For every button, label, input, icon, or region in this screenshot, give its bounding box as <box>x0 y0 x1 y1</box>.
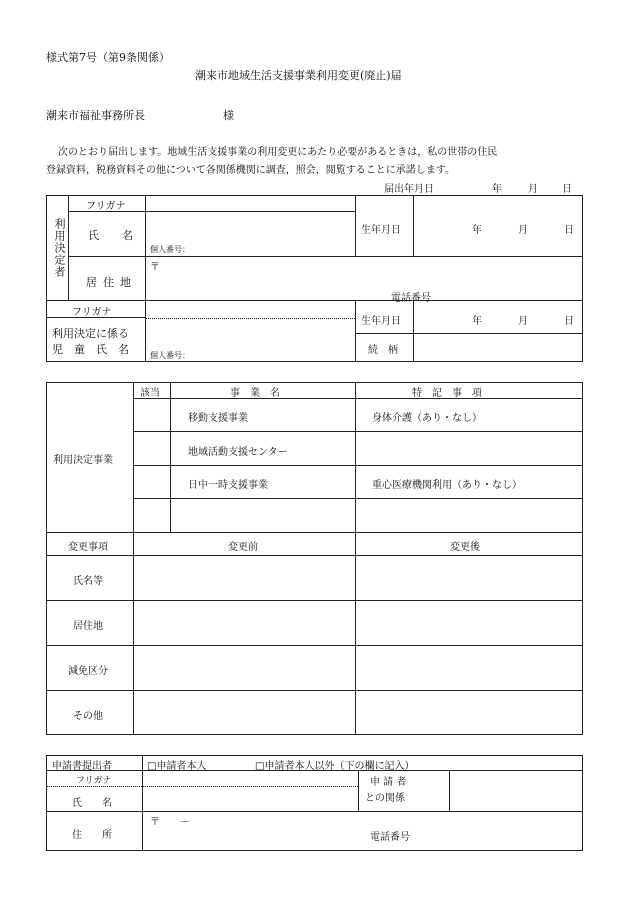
change-item: 減免区分 <box>68 666 108 677</box>
child-birth-month: 月 <box>518 316 528 327</box>
change-item: 氏名等 <box>73 576 103 587</box>
col-service-name: 事 業 名 <box>230 388 280 399</box>
service-table <box>46 382 583 735</box>
furigana-label: フリガナ <box>86 201 126 212</box>
service-name: 移動支援事業 <box>188 413 248 424</box>
col-notes: 特 記 事 項 <box>412 388 482 399</box>
child-birth-year: 年 <box>472 316 482 327</box>
service-name: 地域活動支援センター <box>188 447 288 458</box>
birth-year: 年 <box>472 225 482 236</box>
submitter-phone-label: 電話番号 <box>370 832 410 843</box>
service-note: 重心医療機関利用（あり・なし） <box>372 480 522 491</box>
birth-date-label: 生年月日 <box>361 225 401 236</box>
name-label: 氏 名 <box>88 229 139 242</box>
submitter-label: 申請書提出者 <box>52 761 112 772</box>
applicant-side-label: 利用決定者 <box>53 218 66 278</box>
submitter-postal: 〒 － <box>150 817 190 828</box>
relation-label-2: との関係 <box>365 793 405 804</box>
child-birth-date-label: 生年月日 <box>361 316 401 327</box>
child-name-label-1: 利用決定に係る <box>52 327 129 340</box>
addressee: 潮来市福祉事務所長 <box>46 109 145 122</box>
submit-date-month: 月 <box>528 184 538 195</box>
before-header: 変更前 <box>228 542 258 553</box>
form-number: 様式第7号（第9条関係） <box>46 51 170 64</box>
page-title: 潮来市地域生活支援事業利用変更(廃止)届 <box>195 69 402 82</box>
postal-mark: 〒 <box>150 262 160 273</box>
submitter-furigana-label: フリガナ <box>76 776 112 786</box>
service-name: 日中一時支援事業 <box>188 480 268 491</box>
option-other-checkbox[interactable]: □申請者本人以外（下の欄に記入） <box>255 761 415 772</box>
consent-text-line2: 登録資料，税務資料その他について各関係機関に調査，照会，閲覧することに承諾します。 <box>46 165 455 176</box>
col-applicable: 該当 <box>140 388 160 399</box>
option-self-checkbox[interactable]: □申請者本人 <box>147 761 207 772</box>
submit-date-day: 日 <box>562 184 572 195</box>
addressee-suffix: 様 <box>223 109 234 122</box>
my-number-label: 個人番号： <box>150 245 190 254</box>
submit-date-year: 年 <box>492 184 502 195</box>
phone-label: 電話番号 <box>391 293 431 304</box>
birth-day: 日 <box>564 225 574 236</box>
child-birth-day: 日 <box>564 316 574 327</box>
service-note: 身体介護（あり・なし） <box>372 413 482 424</box>
birth-month: 月 <box>518 225 528 236</box>
submitter-address-label: 住 所 <box>72 830 112 841</box>
child-my-number-label: 個人番号： <box>150 351 190 360</box>
relation-label: 続 柄 <box>368 345 398 356</box>
change-item: その他 <box>73 711 103 722</box>
submitter-name-label: 氏 名 <box>72 798 112 809</box>
change-item-header: 変更事項 <box>68 542 108 553</box>
consent-text-line1: 次のとおり届出します。地域生活支援事業の利用変更にあたり必要があるときは，私の世帯の住民 <box>58 147 498 158</box>
address-label: 居住地 <box>86 276 137 289</box>
change-item: 居住地 <box>73 621 103 632</box>
child-name-label-2: 児 童 氏 名 <box>52 343 129 356</box>
relation-label-1: 申 請 者 <box>370 777 407 788</box>
after-header: 変更後 <box>450 542 480 553</box>
child-furigana-label: フリガナ <box>72 307 112 318</box>
submit-date-label: 届出年月日 <box>384 184 434 195</box>
service-row-label: 利用決定事業 <box>53 455 113 466</box>
